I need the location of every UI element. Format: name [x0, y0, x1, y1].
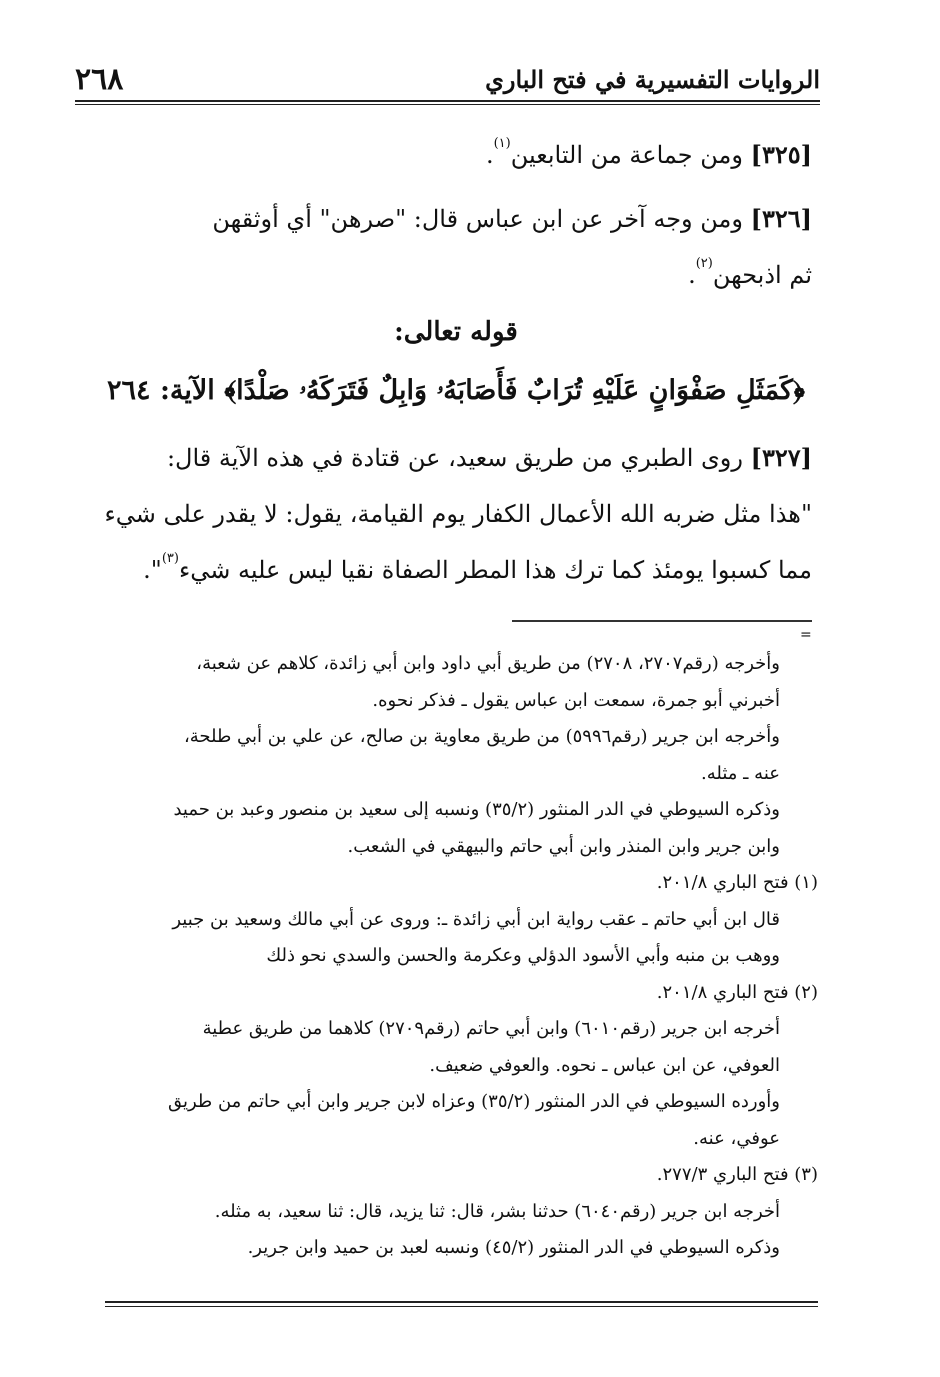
footnote-source: (١) فتح الباري ٢٠١/٨.	[656, 872, 818, 893]
continuation-mark: =	[800, 627, 812, 643]
footnote-line: عوفي، عنه.	[693, 1127, 780, 1149]
entry-327-line-2: "هذا مثل ضربه الله الأعمال الكفار يوم القيامة، يقول: لا يقدر على شيء	[104, 500, 812, 528]
footnote-source: (٢) فتح الباري ٢٠١/٨.	[656, 981, 818, 1003]
entry-text: روى الطبري من طريق سعيد، عن قتادة في هذه الآية قال:	[166, 444, 751, 472]
footnote-line: ووهب بن منبه وأبي الأسود الدؤلي وعكرمة والحسن والسدي نحو ذلك	[266, 945, 780, 966]
page-number: ٢٦٨	[75, 62, 124, 97]
footnote-line: وأورده السيوطي في الدر المنثور (٣٥/٢) وعزاه لابن جرير وابن أبي حاتم من طريق	[167, 1091, 780, 1112]
header-rule	[75, 100, 820, 102]
punctuation: .	[688, 261, 696, 289]
footnote-line: وأخرجه (رقم٢٧٠٧، ٢٧٠٨) من طريق أبي داود وابن أبي زائدة، كلاهم عن شعبة،	[196, 653, 780, 674]
footnote-ref: (٣)	[161, 551, 179, 566]
running-title: الروايات التفسيرية في فتح الباري	[485, 65, 820, 94]
entry-325	[100, 127, 812, 183]
entry-327	[100, 430, 812, 598]
footnote-line: وذكره السيوطي في الدر المنثور (٣٥/٢) ونسبه إلى سعيد بن منصور وعبد بن حميد	[173, 799, 780, 820]
punctuation: .	[485, 141, 494, 169]
footnote-line: قال ابن أبي حاتم ـ عقب رواية ابن أبي زائدة ـ: وروى عن أبي مالك وسعيد بن جبير	[172, 908, 780, 930]
entry-327-line-3	[100, 542, 812, 598]
footnote-ref: (٢)	[695, 256, 713, 271]
entry-number: [٣٢٦]	[750, 204, 812, 233]
footnote-line: العوفي، عن ابن عباس ـ نحوه. والعوفي ضعيف.	[429, 1054, 780, 1076]
bottom-rule	[105, 1301, 818, 1303]
footnote-line: وأخرجه ابن جرير (رقم٥٩٩٦) من طريق معاوية بن صالح، عن علي بن أبي طلحة،	[183, 726, 780, 747]
entry-326-line-1	[100, 191, 812, 247]
verse-text: ﴿كَمَثَلِ صَفْوَانٍ عَلَيْهِ تُرَابٌ فَأَصَابَهُۥ وَابِلٌ فَتَرَكَهُۥ صَلْدًا﴾	[224, 375, 805, 406]
entries-block	[100, 127, 812, 303]
entry-326-line-2	[100, 247, 812, 303]
entry-text: ومن وجه آخر عن ابن عباس قال: "صرهن" أي أوثقهن	[212, 205, 751, 233]
punctuation: ".	[143, 556, 162, 584]
entry-number: [٣٢٥]	[750, 140, 812, 169]
footnote-ref: (١)	[493, 136, 511, 151]
verse-reference: الآية: ٢٦٤	[107, 375, 225, 406]
footnote-line: وذكره السيوطي في الدر المنثور (٤٥/٢) ونسبه لعبد بن حميد وابن جرير.	[247, 1237, 780, 1258]
footnote-line: أخرجه ابن جرير (رقم٦٠٤٠) حدثنا بشر، قال: ثنا يزيد، قال: ثنا سعيد، به مثله.	[214, 1200, 780, 1222]
footnote-line: أخبرني أبو جمرة، سمعت ابن عباس يقول ـ فذكر نحوه.	[372, 689, 780, 711]
quran-verse	[100, 368, 812, 414]
entry-text: مما كسبوا يومئذ كما ترك هذا المطر الصفاة نقيا ليس عليه شيء	[178, 556, 812, 584]
entry-327-line-1	[100, 430, 812, 486]
section-heading: قوله تعالى:	[394, 317, 518, 347]
page-header	[75, 62, 820, 98]
footnote-line: وابن جرير وابن المنذر وابن أبي حاتم والبيهقي في الشعب.	[347, 835, 780, 857]
header-rule-thin	[75, 104, 820, 105]
footnote-line: عنه ـ مثله.	[701, 762, 780, 784]
footnote-source: (٣) فتح الباري ٢٧٧/٣.	[656, 1164, 818, 1185]
footnote-line: أخرجه ابن جرير (رقم٦٠١٠) وابن أبي حاتم (رقم٢٧٠٩) كلاهما من طريق عطية	[202, 1018, 780, 1039]
footnote-separator	[512, 620, 812, 622]
entry-text: ومن جماعة من التابعين	[510, 141, 751, 169]
footnotes	[100, 646, 818, 1267]
entry-text: ثم اذبحهن	[712, 261, 812, 289]
bottom-rule-thin	[105, 1306, 818, 1307]
entry-number: [٣٢٧]	[750, 443, 812, 472]
